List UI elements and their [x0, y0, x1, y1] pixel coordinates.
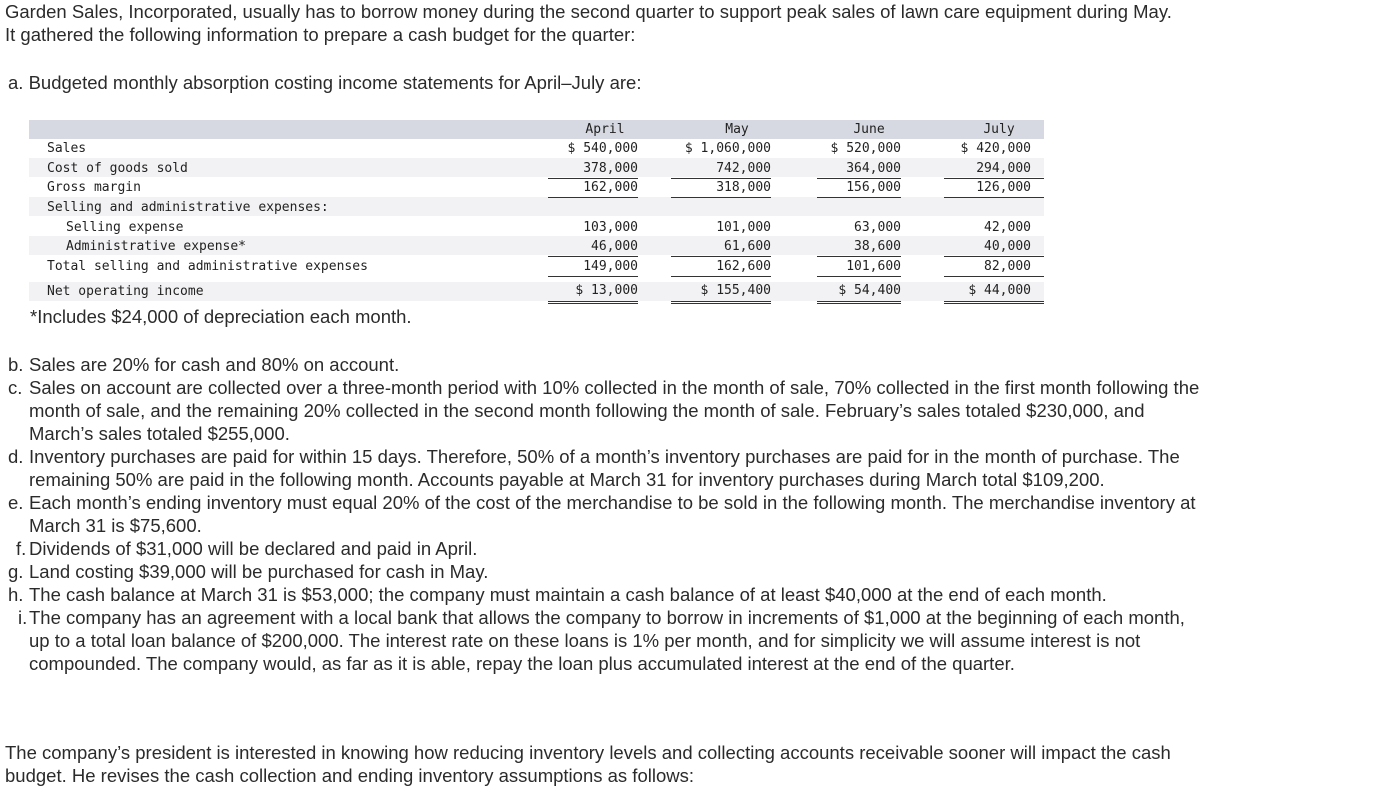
cell-sales-july: $ 420,000	[960, 141, 1031, 156]
row-label-cogs: Cost of goods sold	[47, 161, 188, 176]
underline	[671, 197, 771, 198]
cell-admin-june: 38,600	[854, 239, 901, 254]
intro-paragraph: Garden Sales, Incorporated, usually has to borrow money during the second quarter to support peak sales of lawn care equipment during May. It gathered the following information to prepare a cash budget for the quarter:	[5, 1, 1172, 45]
cell-noi-june: $ 54,400	[838, 283, 901, 298]
row-label-total-sga: Total selling and administrative expenses	[47, 259, 368, 274]
list-item	[0, 606, 1200, 675]
cell-gross-margin-june: 156,000	[846, 180, 901, 195]
underline	[944, 276, 1044, 277]
item-a-text: a. Budgeted monthly absorption costing income statements for April–July are:	[8, 72, 642, 93]
list-item	[0, 353, 1200, 376]
list-item	[0, 445, 1200, 491]
column-header-may: May	[725, 122, 749, 137]
cell-gross-margin-may: 318,000	[716, 180, 771, 195]
underline	[548, 276, 638, 277]
double-underline	[817, 303, 901, 304]
double-underline	[944, 301, 1044, 302]
list-item-label: d.	[8, 446, 24, 467]
cell-cogs-may: 742,000	[716, 161, 771, 176]
cell-selling-june: 63,000	[854, 220, 901, 235]
list-item-text: Sales are 20% for cash and 80% on account.	[29, 354, 400, 375]
cell-sales-may: $ 1,060,000	[684, 141, 771, 156]
column-header-april: April	[585, 122, 625, 137]
income-statement-table	[29, 120, 1044, 305]
list-item	[0, 583, 1200, 606]
list-item	[0, 537, 1200, 560]
underline	[817, 197, 901, 198]
outro-paragraph: The company’s president is interested in knowing how reducing inventory levels and collecting accounts receivable sooner will impact the cash budget. He revises the cash collection and ending inventory assumptions as follows:	[5, 742, 1171, 786]
list-item-label: f.	[16, 538, 27, 559]
cell-total-sga-june: 101,600	[846, 259, 901, 274]
double-underline	[548, 303, 638, 304]
cell-selling-july: 42,000	[984, 220, 1031, 235]
cell-total-sga-may: 162,600	[716, 259, 771, 274]
table-footnote: *Includes $24,000 of depreciation each month.	[30, 306, 412, 327]
double-underline	[817, 301, 901, 302]
list-item-text: Sales on account are collected over a three-month period with 10% collected in the month of sale, 70% collected in the first month following the month of sale, and the remaining 20% collected in the second month following the month of sale. February’s sales totaled $230,000, and March’s sales totaled $255,000.	[29, 377, 1200, 444]
cell-noi-april: $ 13,000	[575, 283, 638, 298]
row-label-selling: Selling expense	[66, 220, 184, 235]
assumptions-list	[0, 353, 1200, 675]
cell-admin-april: 46,000	[591, 239, 638, 254]
cell-admin-may: 61,600	[724, 239, 771, 254]
cell-noi-may: $ 155,400	[700, 283, 771, 298]
cell-gross-margin-july: 126,000	[976, 180, 1031, 195]
list-item-text: Inventory purchases are paid for within 15 days. Therefore, 50% of a month’s inventory purchases are paid for in the month of purchase. The remaining 50% are paid in the following month. Accounts payable at March 31 for inventory purchases during March total $109,200.	[29, 446, 1180, 490]
double-underline	[548, 301, 638, 302]
cell-cogs-july: 294,000	[976, 161, 1031, 176]
cell-cogs-april: 378,000	[583, 161, 638, 176]
double-underline	[671, 303, 771, 304]
list-item-text: Land costing $39,000 will be purchased for cash in May.	[29, 561, 489, 582]
row-label-noi: Net operating income	[47, 284, 204, 299]
list-item-text: Dividends of $31,000 will be declared and paid in April.	[29, 538, 478, 559]
list-item-label: h.	[8, 584, 24, 605]
row-label-admin: Administrative expense*	[66, 239, 247, 254]
cell-selling-may: 101,000	[716, 220, 771, 235]
row-label-sga-header: Selling and administrative expenses:	[47, 200, 329, 215]
underline	[671, 276, 771, 277]
cell-total-sga-july: 82,000	[984, 259, 1031, 274]
column-header-june: June	[853, 122, 885, 137]
column-header-july: July	[983, 122, 1015, 137]
list-item-label: b.	[8, 354, 24, 375]
list-item-label: c.	[8, 377, 23, 398]
cell-noi-july: $ 44,000	[968, 283, 1031, 298]
cell-sales-april: $ 540,000	[567, 141, 638, 156]
list-item	[0, 491, 1200, 537]
underline	[817, 276, 901, 277]
list-item	[0, 560, 1200, 583]
list-item	[0, 376, 1200, 445]
cell-admin-july: 40,000	[984, 239, 1031, 254]
list-item-label: i.	[18, 607, 28, 628]
cell-selling-april: 103,000	[583, 220, 638, 235]
list-item-text: The company has an agreement with a local bank that allows the company to borrow in increments of $1,000 at the beginning of each month, up to a total loan balance of $200,000. The interest rate on these loans is 1% per month, and for simplicity we will assume interest is not compounded. The company would, as far as it is able, repay the loan plus accumulated interest at the end of the quarter.	[29, 607, 1185, 674]
list-item-text: The cash balance at March 31 is $53,000; the company must maintain a cash balance of at least $40,000 at the end of each month.	[29, 584, 1107, 605]
list-item-label: g.	[8, 561, 24, 582]
list-item-label: e.	[8, 492, 24, 513]
cell-sales-june: $ 520,000	[830, 141, 901, 156]
cell-gross-margin-april: 162,000	[583, 180, 638, 195]
cell-total-sga-april: 149,000	[583, 259, 638, 274]
list-item-text: Each month’s ending inventory must equal 20% of the cost of the merchandise to be sold in the following month. The merchandise inventory at March 31 is $75,600.	[29, 492, 1196, 536]
double-underline	[944, 303, 1044, 304]
underline	[548, 197, 638, 198]
cell-cogs-june: 364,000	[846, 161, 901, 176]
double-underline	[671, 301, 771, 302]
row-label-gross-margin: Gross margin	[47, 180, 141, 195]
row-label-sales: Sales	[47, 141, 87, 156]
underline	[944, 197, 1044, 198]
